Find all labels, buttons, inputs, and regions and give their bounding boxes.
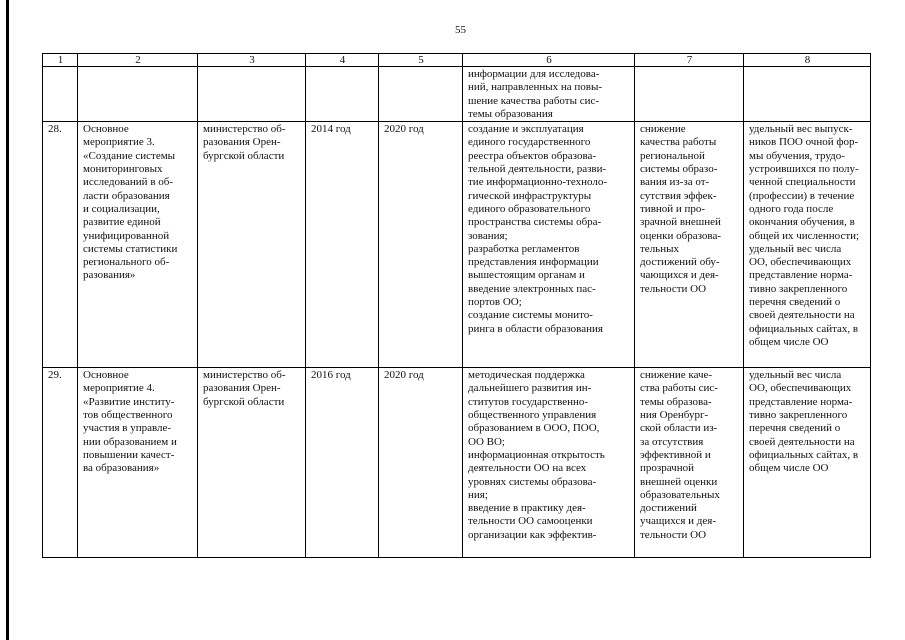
cell-text-line: разования Орен- [203,136,281,149]
cell-text-line: за отсутствия [640,435,704,448]
measure-name-cell [78,368,198,558]
cell-text-line: своей деятельности на [749,309,855,322]
cell-text-line: вышестоящим органам и [468,269,585,282]
cell-text-line: темы образования [468,107,553,120]
cell-text-line: ской области из- [640,422,718,435]
cell-text-line: ва образования» [83,462,160,475]
column-number: 1 [43,54,78,67]
cell-text-line: региональной [640,149,705,162]
cell-text-line: своей деятельности на [749,435,855,448]
cell-text-line: деятельности ОО на всех [468,462,587,475]
cell-text-line: тельности ОО самооценки [468,515,593,528]
cell-text-line: ния; [468,488,488,501]
table-cell [306,67,379,122]
cell-text-line: шение качества работы сис- [468,94,600,107]
table-cell [78,67,198,122]
cell-text-line: чающихся и дея- [640,269,719,282]
column-number: 4 [306,54,379,67]
cell-text-line: унифицированной [83,229,170,242]
cell-text-line: дальнейшего развития ин- [468,382,592,395]
cell-text-line: бургской области [203,395,285,408]
column-number: 5 [379,54,463,67]
cell-text-line: общей их численности; [749,229,860,242]
start-year-cell: 2014 год [306,122,379,368]
cell-text-line: общественного управления [468,409,597,422]
cell-text-line: ститутов государственно- [468,395,589,408]
cell-text-line: пространства системы обра- [468,216,602,229]
cell-text-line: ОО, обеспечивающих [749,256,852,269]
cell-text-line: ОО, обеспечивающих [749,382,852,395]
end-year-cell: 2020 год [379,368,463,558]
table-cell [43,67,78,122]
column-number: 3 [198,54,306,67]
cell-text-line: исследований в об- [83,176,174,189]
cell-text-line: разработка регламентов [468,242,580,255]
cell-text-line: «Создание системы [83,149,176,162]
executor-cell [198,368,306,558]
cell-text-line: сутствия эффек- [640,189,717,202]
cell-text-line: учащихся и дея- [640,515,716,528]
cell-text-line: введение в практику дея- [468,502,586,515]
indicators-cell [744,122,871,368]
cell-text-line: достижений обу- [640,256,720,269]
cell-text-line: тельных [640,242,679,255]
cell-text-line: ния Оренбург- [640,409,709,422]
cell-text-line: министерство об- [203,123,286,136]
cell-text-line: регионального об- [83,256,170,269]
column-number: 2 [78,54,198,67]
cell-text-line: тивной и про- [640,202,706,215]
cell-text-line: тельности ОО [640,528,707,541]
cell-text-line: мы обучения, трудо- [749,149,845,162]
cell-text-line: официальных сайтах, в [749,322,859,335]
cell-text-line: образовательных [640,488,720,501]
cell-text-line: оценки образова- [640,229,721,242]
column-number: 6 [463,54,635,67]
cell-text-line: представление норма- [749,395,853,408]
executor-cell [198,122,306,368]
cell-text-line: мониторинговых [83,163,163,176]
cell-text-line: качества работы [640,136,717,149]
table-cell [379,67,463,122]
continuation-row [43,67,871,122]
cell-text-line: внешней оценки [640,475,718,488]
cell-text-line: ченной специальности [749,176,856,189]
cell-text-line: министерство об- [203,369,286,382]
consequences-cell [635,368,744,558]
cell-text-line: тов общественного [83,409,173,422]
expected-results-cell [463,368,635,558]
cell-text-line: удельный вес числа [749,369,842,382]
cell-text-line: представление норма- [749,269,853,282]
row-number: 29. [43,368,78,558]
cell-text-line: Основное [83,123,129,136]
cell-text-line: достижений [640,502,697,515]
cell-text-line: разования Орен- [203,382,281,395]
cell-text-line: общем числе ОО [749,335,829,348]
cell-text-line: ринга в области образования [468,322,603,335]
cell-text-line: тивно закрепленного [749,282,848,295]
scan-left-border [6,0,9,640]
cell-text-line: ний, направленных на повы- [468,81,603,94]
cell-text-line: участия в управле- [83,422,172,435]
page-number: 55 [455,24,466,36]
end-year-cell: 2020 год [379,122,463,368]
cell-text-line: (профессии) в течение [749,189,855,202]
cell-text-line: зрачной внешней [640,216,721,229]
cell-text-line: Основное [83,369,129,382]
cell-text-line: информационная открытость [468,448,605,461]
cell-text-line: вания из-за от- [640,176,710,189]
cell-text-line: прозрачной [640,462,694,475]
cell-text-line: информации для исследова- [468,68,600,80]
cell-text-line: системы образо- [640,163,718,176]
cell-text-line: тивно закрепленного [749,409,848,422]
cell-text-line: устроившихся по полу- [749,163,859,176]
cell-text-line: «Развитие институ- [83,395,175,408]
cell-text-line: уровнях системы образова- [468,475,597,488]
cell-text-line: тельной деятельности, разви- [468,163,607,176]
column-number: 7 [635,54,744,67]
cell-text-line: перечня сведений о [749,296,841,309]
cell-text-line: ства работы сис- [640,382,718,395]
table-cell [635,67,744,122]
cell-text-line: зования; [468,229,508,242]
cell-text-line: одного года после [749,202,834,215]
expected-results-cell [463,67,635,122]
cell-text-line: окончания обучения, в [749,216,855,229]
cell-text-line: образованием в ООО, ПОО, [468,422,600,435]
indicators-cell [744,368,871,558]
cell-text-line: гической инфраструктуры [468,189,592,202]
row-number: 28. [43,122,78,368]
cell-text-line: нии образованием и [83,435,177,448]
start-year-cell: 2016 год [306,368,379,558]
cell-text-line: реестра объектов образова- [468,149,597,162]
table-row [43,122,871,368]
column-number-row [43,54,871,67]
cell-text-line: введение электронных пас- [468,282,596,295]
cell-text-line: портов ОО; [468,296,522,309]
cell-text-line: общем числе ОО [749,462,829,475]
cell-text-line: темы образова- [640,395,712,408]
cell-text-line: мероприятие 3. [83,136,155,149]
cell-text-line: перечня сведений о [749,422,841,435]
cell-text-line: ников ПОО очной фор- [749,136,859,149]
cell-text-line: ласти образования [83,189,170,202]
cell-text-line: тельности ОО [640,282,707,295]
cell-text-line: создание и эксплуатация [468,123,584,136]
table-cell [198,67,306,122]
column-number: 8 [744,54,871,67]
cell-text-line: развитие единой [83,216,161,229]
cell-text-line: ОО ВО; [468,435,505,448]
cell-text-line: создание системы монито- [468,309,593,322]
cell-text-line: снижение каче- [640,369,713,382]
cell-text-line: официальных сайтах, в [749,448,859,461]
cell-text-line: повышении качест- [83,448,175,461]
table-cell [744,67,871,122]
cell-text-line: организации как эффектив- [468,528,597,541]
consequences-cell [635,122,744,368]
cell-text-line: бургской области [203,149,285,162]
cell-text-line: снижение [640,123,686,136]
cell-text-line: разования» [83,269,136,282]
cell-text-line: и социализации, [83,202,160,215]
cell-text-line: единого образовательного [468,202,591,215]
cell-text-line: методическая поддержка [468,369,585,382]
cell-text-line: удельный вес числа [749,242,842,255]
cell-text-line: удельный вес выпуск- [749,123,853,136]
table-row [43,368,871,558]
cell-text-line: мероприятие 4. [83,382,155,395]
cell-text-line: системы статистики [83,242,178,255]
measure-name-cell [78,122,198,368]
cell-text-line: тие информационно-техноло- [468,176,607,189]
cell-text-line: единого государственного [468,136,591,149]
expected-results-cell [463,122,635,368]
measures-table [42,53,871,558]
cell-text-line: эффективной и [640,448,711,461]
cell-text-line: представления информации [468,256,599,269]
